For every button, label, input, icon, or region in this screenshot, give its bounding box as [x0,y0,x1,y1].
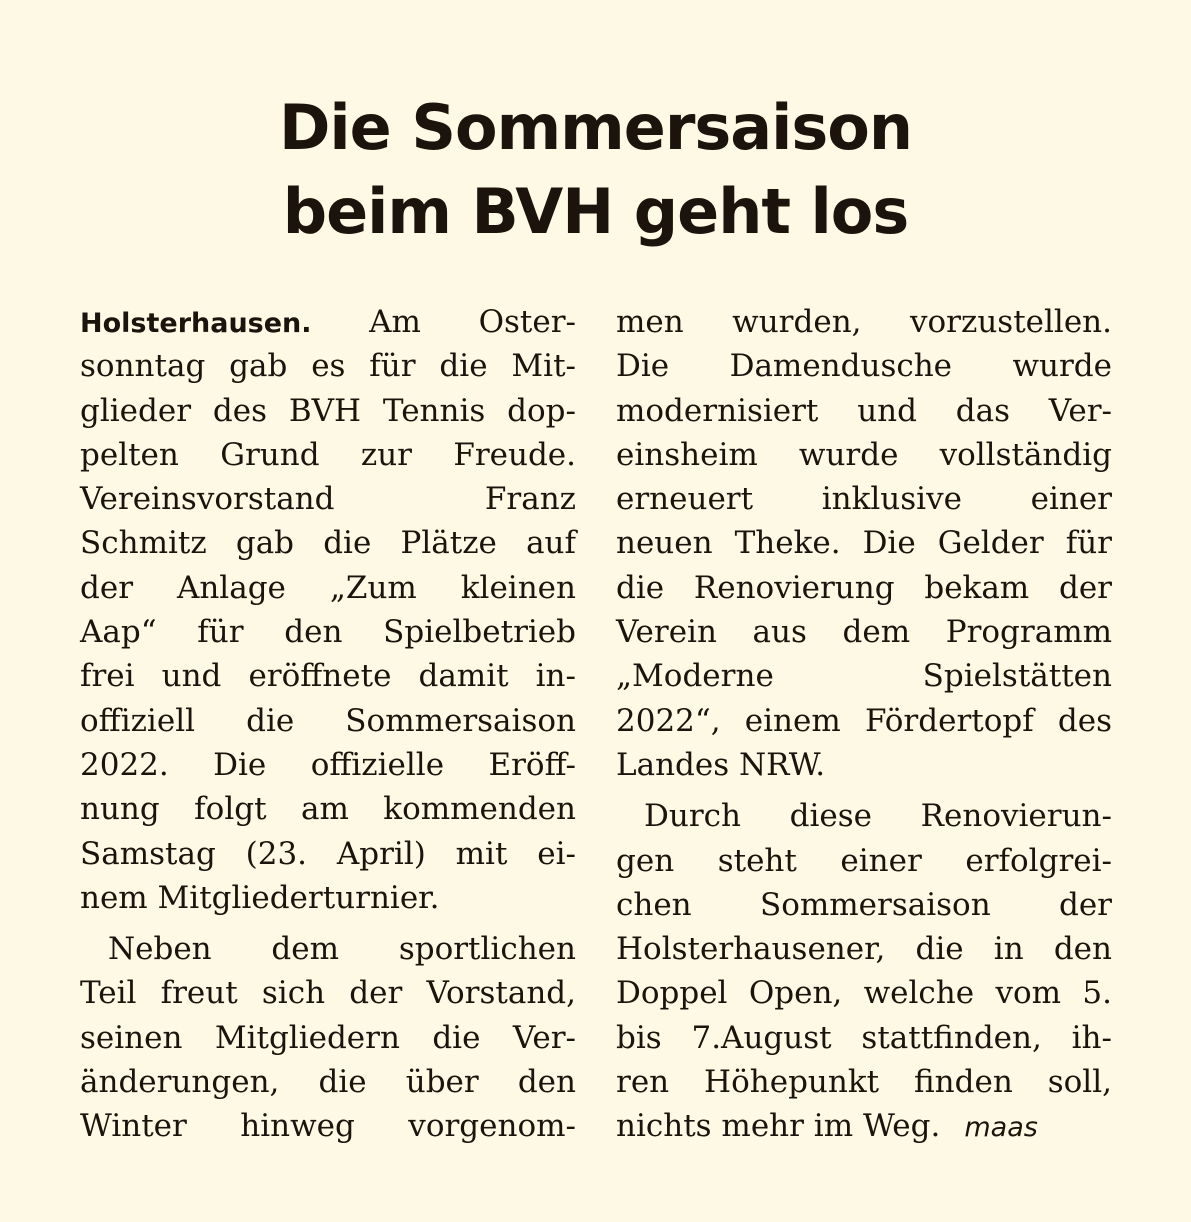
article-line: Durch diese Renovierun- [644,798,1112,835]
article-line: Landes NRW. [616,746,826,783]
article-line: erneuert inklusive einer [616,481,1112,518]
article-line: Holsterhausener, die in den [616,931,1112,968]
article-line: änderungen, die über den [80,1064,576,1101]
article-line: frei und eröffnete damit in- [80,658,576,695]
article-line: der Anlage „Zum kleinen [80,569,576,606]
article-line-text: nichts mehr im Weg. [616,1108,941,1145]
headline-line-2: beim BVH geht los [282,175,909,248]
article-line: gen steht einer erfolgrei- [616,842,1112,879]
article-line: Winter hinweg vorgenom- [80,1108,576,1145]
article-line: bis 7.August stattfinden, ih- [616,1019,1112,1056]
article-line: 2022. Die offizielle Eröff- [80,746,576,783]
article-line: Schmitz gab die Plätze auf [80,525,576,562]
article-line: Neben dem sportlichen [108,931,576,968]
article-line: die Renovierung bekam der [616,569,1112,606]
article-line: neuen Theke. Die Gelder für [616,525,1112,562]
article-line: glieder des BVH Tennis dop- [80,392,576,429]
article-line: Teil freut sich der Vorstand, [80,975,576,1012]
article-line: chen Sommersaison der [616,886,1112,923]
article-line: modernisiert und das Ver- [616,392,1112,429]
article-line: ren Höhepunkt finden soll, [616,1064,1112,1101]
article-column-left [80,300,576,1149]
author-signature: maas [964,1112,1038,1144]
article-line: nem Mitgliederturnier. [80,879,440,916]
dateline: Holsterhausen. [80,308,312,339]
article-line: Aap“ für den Spielbetrieb [80,614,576,651]
article-line [616,1104,1112,1148]
article-line: nung folgt am kommenden [80,791,576,828]
article-line: einsheim wurde vollständig [616,436,1112,473]
article-line: Verein aus dem Programm [616,614,1112,651]
article-line: Doppel Open, welche vom 5. [616,975,1112,1012]
article-line [80,300,576,344]
article-line: seinen Mitgliedern die Ver- [80,1019,576,1056]
article-line: pelten Grund zur Freude. [80,436,576,473]
article-line: Samstag (23. April) mit ei- [80,835,576,872]
article-line: sonntag gab es für die Mit- [80,348,576,385]
article-line: „Moderne Spielstätten [616,658,1112,695]
article-line: Vereinsvorstand Franz [80,481,576,518]
article-line: offiziell die Sommersaison [80,702,576,739]
article-line-text: Am Oster- [311,304,576,340]
article-line: 2022“, einem Fördertopf des [616,702,1112,739]
article-line: Die Damendusche wurde [616,348,1112,385]
article-line: men wurden, vorzustellen. [616,304,1112,340]
headline [0,86,1191,254]
headline-line-1: Die Sommersaison [278,91,913,164]
article-column-right [616,300,1112,1149]
